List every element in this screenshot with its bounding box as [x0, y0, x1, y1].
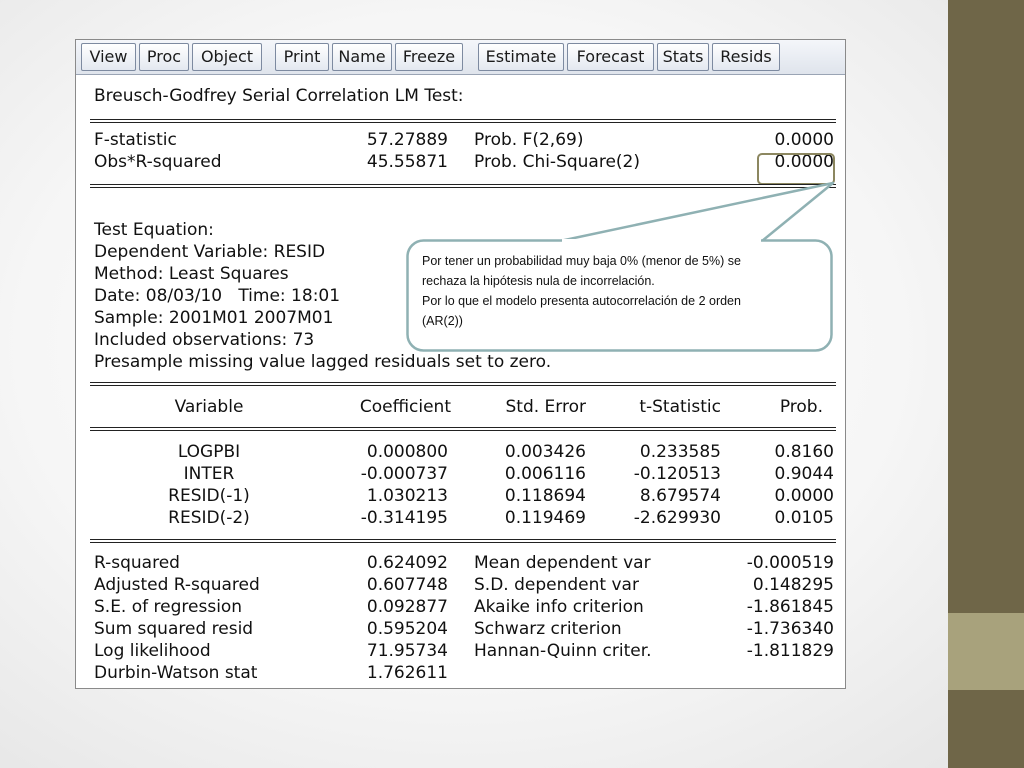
table-header: Prob. — [779, 397, 823, 417]
stat-label: S.E. of regression — [94, 597, 243, 617]
equation-line: Test Equation: — [94, 220, 214, 240]
stat-value: 0.607748 — [366, 575, 448, 595]
stat-label: R-squared — [94, 553, 180, 573]
stat-value: -1.811829 — [746, 641, 834, 661]
table-cell: INTER — [183, 464, 235, 484]
stat-value: 71.95734 — [366, 641, 448, 661]
object-button[interactable]: Object — [192, 43, 262, 71]
highlight-box — [757, 153, 835, 185]
prob-f-label: Prob. F(2,69) — [474, 130, 584, 150]
prob-chi-square-value: 0.0000 — [774, 152, 834, 172]
callout-line: (AR(2)) — [422, 314, 463, 328]
f-statistic-value: 57.27889 — [366, 130, 448, 150]
print-button[interactable]: Print — [275, 43, 329, 71]
stat-label: Schwarz criterion — [474, 619, 622, 639]
test-title: Breusch-Godfrey Serial Correlation LM Test: — [94, 86, 464, 106]
callout-text — [422, 251, 817, 331]
table-cell: 8.679574 — [639, 486, 721, 506]
table-cell: 0.119469 — [504, 508, 586, 528]
callout-line: Por tener un probabilidad muy baja 0% (menor de 5%) se — [422, 254, 741, 268]
table-cell: 0.003426 — [504, 442, 586, 462]
slide-side-accent — [948, 613, 1024, 690]
divider — [90, 184, 836, 188]
table-cell: -0.000737 — [360, 464, 448, 484]
stat-value: 0.092877 — [366, 597, 448, 617]
stats-button[interactable]: Stats — [657, 43, 709, 71]
proc-button[interactable]: Proc — [139, 43, 189, 71]
callout-line: rechaza la hipótesis nula de incorrelación. — [422, 274, 655, 288]
toolbar — [76, 40, 845, 75]
table-cell: 0.233585 — [639, 442, 721, 462]
prob-chi-square-label: Prob. Chi-Square(2) — [474, 152, 640, 172]
table-header: Variable — [174, 397, 244, 417]
stat-value: 0.148295 — [752, 575, 834, 595]
freeze-button[interactable]: Freeze — [395, 43, 463, 71]
table-cell: 0.006116 — [504, 464, 586, 484]
equation-line: Sample: 2001M01 2007M01 — [94, 308, 334, 328]
divider — [90, 539, 836, 543]
stat-value: -1.736340 — [746, 619, 834, 639]
stat-label: Mean dependent var — [474, 553, 651, 573]
table-cell: 0.0000 — [774, 486, 834, 506]
stat-value: -1.861845 — [746, 597, 834, 617]
stat-label: S.D. dependent var — [474, 575, 639, 595]
table-cell: RESID(-2) — [168, 508, 250, 528]
name-button[interactable]: Name — [332, 43, 392, 71]
callout-line: Por lo que el modelo presenta autocorrelación de 2 orden — [422, 294, 741, 308]
divider — [90, 119, 836, 123]
table-cell: RESID(-1) — [168, 486, 250, 506]
callout-bubble — [406, 239, 833, 352]
equation-line: Presample missing value lagged residuals set to zero. — [94, 352, 552, 372]
resids-button[interactable]: Resids — [712, 43, 780, 71]
table-cell: -2.629930 — [633, 508, 721, 528]
stat-value: 0.624092 — [366, 553, 448, 573]
estimate-button[interactable]: Estimate — [478, 43, 564, 71]
stat-label: Akaike info criterion — [474, 597, 644, 617]
divider — [90, 382, 836, 386]
stat-label: Durbin-Watson stat — [94, 663, 258, 683]
stat-label: Adjusted R-squared — [94, 575, 260, 595]
stat-value: 1.762611 — [366, 663, 448, 683]
stat-value: 0.595204 — [366, 619, 448, 639]
table-cell: 0.9044 — [774, 464, 834, 484]
table-cell: 0.000800 — [366, 442, 448, 462]
f-statistic-label: F-statistic — [94, 130, 177, 150]
table-cell: -0.120513 — [633, 464, 721, 484]
table-cell: -0.314195 — [360, 508, 448, 528]
equation-line: Date: 08/03/10 Time: 18:01 — [94, 286, 341, 306]
table-cell: LOGPBI — [177, 442, 241, 462]
table-cell: 0.8160 — [774, 442, 834, 462]
stat-label: Log likelihood — [94, 641, 211, 661]
stat-value: -0.000519 — [746, 553, 834, 573]
table-cell: 0.0105 — [774, 508, 834, 528]
prob-f-value: 0.0000 — [774, 130, 834, 150]
forecast-button[interactable]: Forecast — [567, 43, 654, 71]
table-header: Std. Error — [505, 397, 586, 417]
stat-label: Sum squared resid — [94, 619, 254, 639]
table-header: t-Statistic — [639, 397, 721, 417]
table-header: Coefficient — [359, 397, 451, 417]
eviews-equation-window — [75, 39, 846, 689]
view-button[interactable]: View — [81, 43, 136, 71]
obs-r-squared-label: Obs*R-squared — [94, 152, 222, 172]
table-cell: 1.030213 — [366, 486, 448, 506]
equation-line: Included observations: 73 — [94, 330, 315, 350]
equation-line: Dependent Variable: RESID — [94, 242, 326, 262]
equation-line: Method: Least Squares — [94, 264, 289, 284]
table-cell: 0.118694 — [504, 486, 586, 506]
obs-r-squared-value: 45.55871 — [366, 152, 448, 172]
divider — [90, 427, 836, 431]
stat-label: Hannan-Quinn criter. — [474, 641, 652, 661]
